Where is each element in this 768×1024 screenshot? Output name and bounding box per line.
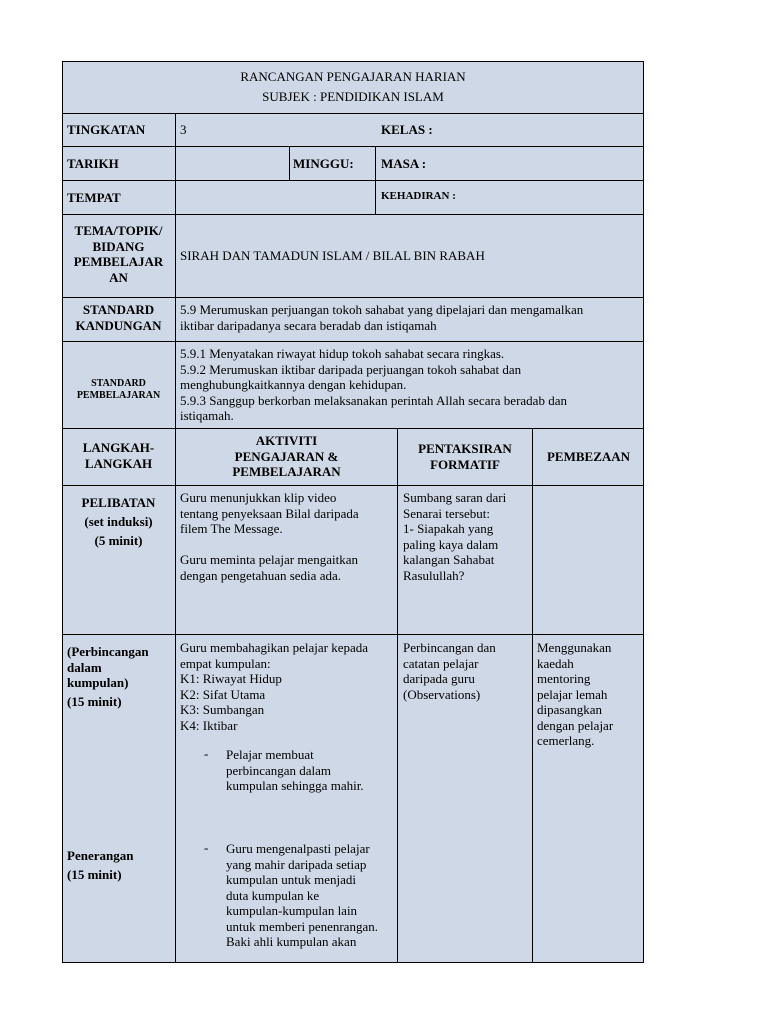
masa-label: MASA : (381, 156, 427, 171)
row-divider (62, 428, 644, 429)
standard-pembelajaran-label: STANDARD PEMBELAJARAN (76, 378, 161, 401)
bullet-dash: - (204, 746, 209, 761)
pelibatan-aktiviti: Guru menunjukkan klip video tentang penyeksaan Bilal daripada filem The Message. Guru meminta pelajar mengaitkan dengan pengetahuan sedia ada. (180, 490, 359, 583)
col-divider (375, 146, 376, 214)
row-divider (62, 180, 644, 181)
perbincangan-pembezaan: Menggunakan kaedah mentoring pelajar lemah dipasangkan dengan pelajar cemerlang. (537, 640, 614, 748)
tarikh-label: TARIKH (67, 156, 119, 171)
langkah-header: LANGKAH- LANGKAH (82, 440, 155, 471)
col-divider (289, 146, 290, 180)
col-divider (532, 428, 533, 963)
perbincangan-step: (Perbincangan dalam kumpulan) (15 minit) (67, 644, 149, 709)
minggu-label: MINGGU: (293, 156, 354, 171)
aktiviti-bullet-2: Guru mengenalpasti pelajar yang mahir daripada setiap kumpulan untuk menjadi duta kumpulan ke kumpulan-kumpulan lain untuk memberi penenrangan. Baki ahli kumpulan akan (226, 841, 378, 949)
standard-kandungan-label: STANDARD KANDUNGAN (75, 302, 162, 333)
tingkatan-label: TINGKATAN (67, 122, 146, 137)
kehadiran-label: KEHADIRAN : (381, 190, 456, 202)
row-divider (62, 341, 644, 342)
col-divider (175, 113, 176, 963)
document-subject: SUBJEK : PENDIDIKAN ISLAM (262, 89, 444, 104)
tingkatan-value: 3 (180, 122, 187, 137)
col-divider (397, 428, 398, 963)
pelibatan-pentaksiran: Sumbang saran dari Senarai tersebut: 1- Siapakah yang paling kaya dalam kalangan Sahabat Rasulullah? (403, 490, 507, 583)
row-divider (62, 634, 644, 635)
row-divider (62, 113, 644, 114)
standard-kandungan-text: 5.9 Merumuskan perjuangan tokoh sahabat yang dipelajari dan mengamalkan iktibar daripadanya secara beradab dan istiqamah (180, 302, 584, 333)
bullet-dash: - (204, 840, 209, 855)
tema-value: SIRAH DAN TAMADUN ISLAM / BILAL BIN RABAH (180, 248, 485, 263)
row-divider (62, 297, 644, 298)
perbincangan-pentaksiran: Perbincangan dan catatan pelajar daripada guru (Observations) (403, 640, 496, 702)
kelas-label: KELAS : (381, 122, 433, 137)
standard-pembelajaran-text: 5.9.1 Menyatakan riwayat hidup tokoh sahabat secara ringkas. 5.9.2 Merumuskan iktibar daripada perjuangan tokoh sahabat dan menghubungkaitkannya dengan kehidupan. 5.9.3 Sanggup berkorban melaksanakan perintah Allah secara beradab dan istiqamah. (180, 346, 567, 423)
aktiviti-header: AKTIVITI PENGAJARAN & PEMBELAJARAN (232, 433, 341, 479)
perbincangan-aktiviti: Guru membahagikan pelajar kepada empat kumpulan: K1: Riwayat Hidup K2: Sifat Utama K3: Sumbangan K4: Iktibar (180, 640, 369, 733)
row-divider (62, 214, 644, 215)
penerangan-step: Penerangan (15 minit) (67, 848, 134, 882)
row-divider (62, 146, 644, 147)
tema-label: TEMA/TOPIK/ BIDANG PEMBELAJAR AN (73, 223, 164, 285)
document-title: RANCANGAN PENGAJARAN HARIAN (240, 69, 466, 84)
pembezaan-header: PEMBEZAAN (546, 449, 631, 464)
pentaksiran-header: PENTAKSIRAN FORMATIF (418, 441, 512, 472)
aktiviti-bullet-1: Pelajar membuat perbincangan dalam kumpulan sehingga mahir. (226, 747, 364, 793)
row-divider (62, 485, 644, 486)
tempat-label: TEMPAT (67, 190, 121, 205)
pelibatan-step: PELIBATAN (set induksi) (5 minit) (81, 495, 156, 548)
